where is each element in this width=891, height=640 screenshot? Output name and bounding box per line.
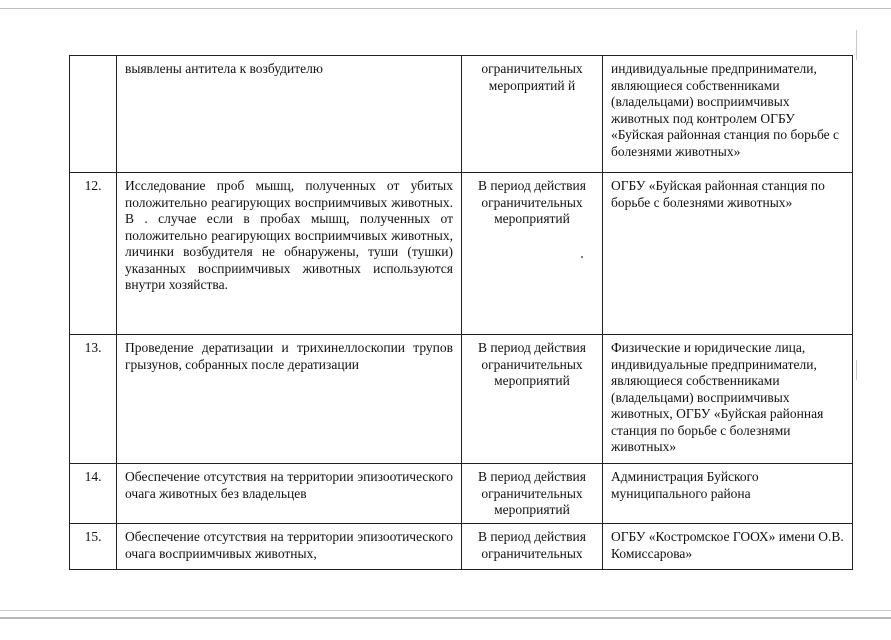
measure-description: Обеспечение отсутствия на территории эпизоотического очага животных без владельцев <box>117 464 462 524</box>
measure-description: Обеспечение отсутствия на территории эпизоотического очага восприимчивых животных, <box>117 524 462 570</box>
table-row <box>70 464 853 524</box>
scan-edge-bottom <box>0 610 891 611</box>
row-number: 15. <box>70 524 117 570</box>
measure-period: В период действия ограничительных мероприятий <box>462 335 603 464</box>
measure-period: ограничительных мероприятий й <box>462 56 603 173</box>
measure-responsible: индивидуальные предприниматели, являющиеся собственниками (владельцами) восприимчивых животных под контролем ОГБУ «Буйская районная станция по борьбе с болезнями животных» <box>603 56 853 173</box>
row-number <box>70 56 117 173</box>
row-number: 13. <box>70 335 117 464</box>
measure-responsible: Физические и юридические лица, индивидуальные предприниматели, являющиеся собственниками (владельцами) восприимчивых животных, ОГБУ «Буйская районная станция по борьбе с болезнями животных» <box>603 335 853 464</box>
table-row <box>70 173 853 335</box>
measure-responsible: ОГБУ «Костромское ГООХ» имени О.В. Комиссарова» <box>603 524 853 570</box>
scan-speck <box>581 256 583 258</box>
row-number: 12. <box>70 173 117 335</box>
measure-description: Исследование проб мышц, полученных от убитых положительно реагирующих восприимчивых животных. В . случае если в пробах мышц, полученных от положительно реагирующих восприимчивых животных, личинки возбудителя не обнаружены, туши (тушки) указанных восприимчивых животных используются внутри хозяйства. <box>117 173 462 335</box>
measure-responsible: Администрация Буйского муниципального района <box>603 464 853 524</box>
scan-edge-right-lower <box>856 360 857 380</box>
measure-description: Проведение дератизации и трихинеллоскопии трупов грызунов, собранных после дератизации <box>117 335 462 464</box>
table-row <box>70 56 853 173</box>
measures-table <box>69 55 853 570</box>
measure-period: В период действия ограничительных мероприятий <box>462 173 603 335</box>
measure-description: выявлены антитела к возбудителю <box>117 56 462 173</box>
scan-edge-right <box>856 30 857 60</box>
row-number: 14. <box>70 464 117 524</box>
measure-period: В период действия ограничительных мероприятий <box>462 464 603 524</box>
scan-edge-top <box>0 8 891 9</box>
table-row <box>70 524 853 570</box>
table-row <box>70 335 853 464</box>
scan-edge-bottom-dark <box>0 617 891 619</box>
measure-responsible: ОГБУ «Буйская районная станция по борьбе с болезнями животных» <box>603 173 853 335</box>
measure-period: В период действия ограничительных <box>462 524 603 570</box>
